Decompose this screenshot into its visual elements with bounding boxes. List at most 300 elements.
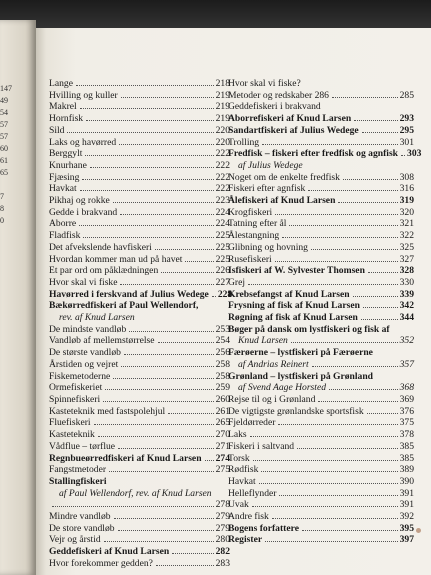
leader-dots	[259, 483, 398, 484]
leader-dots	[252, 506, 398, 507]
toc-entry-title: Fangstmetoder	[49, 464, 107, 476]
toc-entry: af Paul Wellendorf, rev. af Knud Larsen	[59, 487, 212, 499]
toc-entry-title: Færøerne – lystfiskeri på Færøerne	[228, 347, 373, 359]
toc-page-number: 226	[215, 265, 230, 277]
toc-entry	[228, 207, 414, 219]
toc-page-number: 357	[399, 358, 414, 370]
left-page-number-fragment: 8	[0, 204, 4, 213]
toc-entry-title: Røgning af fisk af Knud Larsen	[228, 312, 358, 324]
toc-entry	[228, 172, 414, 184]
toc-page-number: 316	[399, 183, 414, 195]
toc-entry-title: Rusefiskeri	[228, 253, 272, 265]
leader-dots	[155, 249, 214, 250]
toc-entry	[49, 476, 230, 488]
toc-entry-title: Et par ord om påklædningen	[49, 265, 159, 277]
toc-page-number: 375	[399, 417, 414, 429]
toc-entry	[228, 523, 414, 535]
toc-page-number: 260	[215, 393, 230, 405]
leader-dots	[161, 272, 213, 273]
leader-dots	[113, 378, 213, 379]
toc-entry	[49, 101, 230, 113]
toc-entry-title: Pikhaj og rokke	[49, 195, 110, 207]
toc-page-number: 219	[215, 89, 230, 101]
toc-page-number: 369	[399, 393, 414, 405]
toc-entry: rev. af Knud Larsen	[59, 312, 135, 324]
toc-entry	[49, 160, 230, 172]
toc-entry	[49, 254, 230, 266]
toc-entry-title: Bækørredfiskeri af Paul Wellendorf,	[49, 300, 199, 312]
leader-dots	[83, 237, 213, 238]
toc-page-number: 320	[399, 206, 414, 218]
toc-entry	[49, 359, 230, 371]
left-page-number-fragment: 7	[0, 192, 4, 201]
toc-entry-title: Grønland – lystfiskeri på Grønland	[228, 370, 373, 382]
toc-entry	[49, 534, 230, 546]
toc-page-number: 227	[215, 276, 230, 288]
toc-entry	[228, 394, 414, 406]
leader-dots	[401, 155, 405, 156]
toc-page-number: 224	[215, 218, 230, 230]
leader-dots	[361, 319, 398, 320]
toc-entry	[49, 371, 230, 383]
toc-left-column	[49, 78, 233, 570]
toc-entry-title: Regnbueørredfiskeri af Knud Larsen	[49, 452, 202, 464]
toc-page-number: 385	[399, 440, 414, 452]
toc-entry-title: Noget om de enkelte fredfisk	[228, 171, 340, 183]
toc-entry-title: Aborre	[49, 218, 77, 230]
toc-page-number: 261	[215, 405, 230, 417]
toc-entry	[49, 300, 230, 312]
toc-entry-title: Ormefiskeriet	[49, 382, 103, 394]
toc-entry-title: De mindste vandløb	[49, 323, 127, 335]
toc-entry-title: Frysning af fisk af Knud Larsen	[228, 300, 360, 312]
leader-dots	[113, 202, 214, 203]
toc-entry-title: Fiskeri i saltvand	[228, 440, 295, 452]
toc-entry-title: Bogens forfattere	[228, 522, 299, 534]
toc-entry	[228, 312, 414, 324]
toc-entry	[228, 148, 422, 160]
toc-entry-title: Krogfiskeri	[228, 206, 273, 218]
toc-entry	[228, 371, 414, 383]
toc-entry	[228, 183, 414, 195]
toc-entry-title: Fiskeri efter agnfisk	[228, 183, 306, 195]
leader-dots	[354, 120, 397, 121]
toc-page-number: 280	[215, 534, 230, 546]
toc-entry	[228, 324, 414, 336]
toc-entry-title: Makrel	[49, 101, 77, 113]
toc-entry	[228, 511, 414, 523]
toc-entry-title: De vigtigste grønlandske sportsfisk	[228, 405, 364, 417]
toc-entry-title: Hvor forekommer gedden?	[49, 557, 153, 569]
leader-dots	[109, 471, 214, 472]
toc-page-number: 327	[399, 253, 414, 265]
toc-page-number: 270	[215, 429, 230, 441]
toc-entry-title: Det afvekslende havfiskeri	[49, 241, 152, 253]
leader-dots	[172, 553, 213, 554]
toc-entry	[228, 218, 414, 230]
leader-dots	[343, 179, 398, 180]
leader-dots	[272, 518, 398, 519]
leader-dots	[289, 225, 397, 226]
toc-entry-title: Årstiden og vejret	[49, 358, 119, 370]
toc-entry	[49, 558, 230, 570]
toc-entry-title: Bøger på dansk om lystfiskeri og fisk af	[228, 323, 390, 335]
toc-entry-title: af Andrias Reinert	[238, 358, 309, 370]
toc-entry	[228, 359, 414, 371]
toc-page-number: 220	[215, 136, 230, 148]
toc-page-number: 219	[215, 113, 230, 125]
toc-entry-title: Fjæsing	[49, 171, 80, 183]
toc-entry-title: Isfiskeri af W. Sylvester Thomsen	[228, 265, 365, 277]
leader-dots	[118, 448, 214, 449]
toc-entry-title: Rødfisk	[228, 464, 259, 476]
toc-entry	[228, 230, 414, 242]
toc-page-number: 218	[215, 78, 230, 89]
toc-entry-title: Knud Larsen	[238, 335, 288, 347]
leader-dots	[275, 214, 397, 215]
leader-dots	[261, 471, 397, 472]
toc-entry	[49, 394, 230, 406]
leader-dots	[278, 424, 397, 425]
leader-dots	[67, 132, 213, 133]
leader-dots	[90, 167, 214, 168]
toc-entry	[49, 78, 230, 90]
leader-dots	[353, 296, 398, 297]
toc-page-number: 308	[399, 171, 414, 183]
toc-page-number: 391	[399, 499, 414, 511]
toc-entry	[49, 347, 230, 359]
leader-dots	[282, 237, 397, 238]
leader-dots	[275, 261, 398, 262]
toc-entry	[49, 441, 230, 453]
toc-entry: af Julius Wedege	[238, 159, 303, 171]
toc-entry-title: Hvordan kommer man ud på havet	[49, 253, 183, 265]
book-page	[36, 28, 431, 575]
toc-entry	[49, 511, 230, 523]
toc-entry	[228, 335, 414, 347]
toc-page-number: 256	[215, 347, 230, 359]
toc-entry-title: Stallingfiskeri	[49, 475, 107, 487]
toc-page-number: 225	[215, 230, 230, 242]
toc-entry-title: Fjeldørreder	[228, 417, 276, 429]
toc-entry-title: Geddefiskeri i brakvand	[228, 101, 321, 113]
leader-dots	[121, 366, 213, 367]
toc-page-number: 223	[215, 195, 230, 207]
toc-page-number: 330	[399, 276, 414, 288]
leader-dots	[94, 424, 214, 425]
toc-entry-title: Hvor skal vi fiske?	[228, 78, 301, 89]
leader-dots	[79, 225, 213, 226]
leader-dots	[104, 541, 214, 542]
leader-dots	[85, 155, 213, 156]
toc-entry	[49, 288, 233, 301]
leader-dots	[121, 97, 214, 98]
leader-dots	[156, 565, 214, 566]
toc-entry	[228, 277, 414, 289]
toc-page-number: 303	[407, 148, 422, 160]
leader-dots	[86, 120, 214, 121]
leader-dots	[120, 214, 213, 215]
toc-entry-title: Berggylt	[49, 148, 83, 160]
toc-entry-title: Trolling	[228, 136, 260, 148]
leader-dots	[118, 530, 214, 531]
toc-entry	[49, 207, 230, 219]
leader-dots	[329, 389, 398, 390]
toc-entry	[49, 90, 230, 102]
toc-entry	[228, 476, 414, 488]
left-page-number-fragment: 49	[0, 96, 8, 105]
toc-entry-title: Krebsefangst af Knud Larsen	[228, 288, 350, 300]
toc-entry-title: Gedde i brakvand	[49, 206, 118, 218]
toc-entry	[228, 347, 414, 359]
left-page-number-fragment: 61	[0, 156, 8, 165]
toc-entry	[228, 254, 414, 266]
toc-entry	[228, 417, 414, 429]
toc-entry-title: Kasteteknik	[49, 429, 95, 441]
toc-entry-title: Spinnefiskeri	[49, 393, 101, 405]
leader-dots	[250, 436, 398, 437]
toc-page-number: 344	[399, 312, 414, 324]
toc-page-number: 222	[215, 148, 230, 160]
leader-dots	[82, 179, 213, 180]
toc-entry	[49, 429, 230, 441]
toc-entry	[49, 230, 230, 242]
toc-entry	[228, 453, 414, 465]
toc-entry-title: af Svend Aage Horsted	[238, 382, 327, 394]
toc-entry-title: Metoder og redskaber 286	[228, 89, 329, 101]
toc-entry	[228, 101, 414, 113]
leader-dots	[308, 190, 397, 191]
toc-entry-title: Geddefiskeri af Knud Larsen	[49, 546, 170, 558]
toc-entry-title: Helleflynder	[228, 487, 277, 499]
toc-page-number: 325	[399, 241, 414, 253]
toc-entry	[228, 464, 414, 476]
toc-page-number: 389	[399, 464, 414, 476]
leader-dots	[311, 249, 398, 250]
toc-entry	[228, 488, 414, 500]
toc-page-number: 282	[215, 546, 230, 558]
leader-dots	[158, 342, 214, 343]
toc-entry-title: Ålestangning	[228, 230, 280, 242]
toc-page-number: 322	[399, 230, 414, 242]
toc-page-number: 385	[399, 452, 414, 464]
toc-page-number: 265	[215, 417, 230, 429]
toc-page-number: 274	[215, 452, 230, 464]
toc-entry	[49, 453, 230, 465]
toc-page-number: 339	[399, 288, 414, 300]
toc-entry	[49, 125, 230, 137]
leader-dots	[312, 366, 398, 367]
toc-page-number: 342	[399, 300, 414, 312]
toc-entry	[49, 113, 230, 125]
leader-dots	[185, 261, 213, 262]
toc-entry	[49, 382, 230, 394]
toc-page-number: 293	[399, 113, 414, 125]
toc-entry-title: Rejse til og i Grønland	[228, 393, 316, 405]
leader-dots	[52, 506, 214, 507]
toc-page-number: 390	[399, 475, 414, 487]
toc-entry-title: Laks	[228, 429, 247, 441]
toc-entry-title: Lange	[49, 78, 73, 89]
leader-dots	[279, 495, 397, 496]
leader-dots	[120, 284, 213, 285]
toc-page-number: 392	[399, 511, 414, 523]
toc-entry	[49, 172, 230, 184]
leader-dots	[119, 144, 213, 145]
toc-entry-title: Knurhane	[49, 159, 87, 171]
toc-entry-title: Kasteteknik med fastspolehjul	[49, 405, 166, 417]
toc-page-number: 254	[215, 335, 230, 347]
toc-entry	[49, 335, 230, 347]
leader-dots	[80, 190, 214, 191]
toc-entry	[49, 406, 230, 418]
toc-page-number: 222	[215, 159, 230, 171]
toc-entry-title: Glibning og hovning	[228, 241, 308, 253]
toc-entry-title: Grej	[228, 276, 246, 288]
toc-page-number: 395	[399, 522, 414, 534]
toc-entry	[228, 195, 414, 207]
toc-entry	[49, 464, 230, 476]
leader-dots	[248, 284, 398, 285]
toc-entry	[49, 148, 230, 160]
toc-page-number: 352	[399, 335, 414, 347]
toc-entry-title: Aborrefiskeri af Knud Larsen	[228, 113, 352, 125]
toc-entry-title: Fluefiskeri	[49, 417, 91, 429]
toc-entry	[49, 195, 230, 207]
toc-entry	[228, 265, 414, 277]
leader-dots	[362, 132, 398, 133]
toc-entry	[228, 137, 414, 149]
toc-entry	[49, 523, 230, 535]
toc-page-number: 319	[399, 195, 414, 207]
leader-dots	[291, 342, 398, 343]
leader-dots	[332, 97, 398, 98]
leader-dots	[297, 448, 398, 449]
toc-page-number: 397	[399, 534, 414, 546]
toc-page-number: 278	[215, 499, 230, 511]
toc-entry-title: Sild	[49, 124, 65, 136]
leader-dots	[124, 354, 214, 355]
toc-entry	[49, 546, 230, 558]
toc-page-number: 219	[215, 101, 230, 113]
toc-entry-title: Hornfisk	[49, 113, 84, 125]
toc-page-number: 368	[399, 382, 414, 394]
toc-entry	[228, 125, 414, 137]
toc-entry-title: Tatning efter ål	[228, 218, 287, 230]
toc-entry-title: Vandløb af mellemstørrelse	[49, 335, 155, 347]
toc-entry-title: Havkat	[228, 475, 256, 487]
left-page-number-fragment: 54	[0, 108, 8, 117]
toc-page-number: 295	[399, 124, 414, 136]
toc-page-number: 225	[215, 241, 230, 253]
toc-entry	[228, 113, 414, 125]
toc-entry	[49, 417, 230, 429]
left-page-number-fragment: 65	[0, 168, 8, 177]
leader-dots	[262, 144, 398, 145]
toc-page-number: 279	[215, 511, 230, 523]
toc-entry	[228, 289, 414, 301]
toc-entry	[228, 300, 414, 312]
toc-page-number: 321	[399, 218, 414, 230]
toc-page-number: 301	[399, 136, 414, 148]
toc-entry	[49, 137, 230, 149]
toc-page-number: 259	[215, 382, 230, 394]
toc-entry	[49, 265, 230, 277]
toc-page-number: 376	[399, 405, 414, 417]
toc-entry-title: Mindre vandløb	[49, 511, 111, 523]
toc-page-number: 258	[215, 358, 230, 370]
toc-page-number: 258	[215, 370, 230, 382]
toc-entry-title: Havkat	[49, 183, 77, 195]
toc-entry	[49, 183, 230, 195]
toc-right-column	[228, 78, 422, 546]
leader-dots	[338, 202, 397, 203]
leader-dots	[76, 85, 214, 86]
toc-entry-title: Andre fisk	[228, 511, 269, 523]
toc-entry-title: Laks og havørred	[49, 136, 117, 148]
toc-entry-title: Hvilling og kuller	[49, 89, 118, 101]
toc-page-number: 220	[215, 124, 230, 136]
toc-entry-title: Register	[228, 534, 263, 546]
toc-entry-title: Uvak	[228, 499, 249, 511]
toc-page-number: 224	[215, 206, 230, 218]
toc-page-number: 328	[399, 265, 414, 277]
leader-dots	[363, 307, 398, 308]
leader-dots	[103, 401, 213, 402]
toc-page-number: 225	[215, 253, 230, 265]
leader-dots	[265, 541, 398, 542]
left-page-number-fragment: 57	[0, 132, 8, 141]
toc-entry-title: Vådflue – tørflue	[49, 440, 116, 452]
toc-entry-title: De største vandløb	[49, 347, 121, 359]
toc-page-number: 253	[215, 323, 230, 335]
toc-entry-title: Ålefiskeri af Knud Larsen	[228, 195, 336, 207]
toc-entry	[228, 382, 414, 394]
toc-entry-title: Vejr og årstid	[49, 534, 101, 546]
left-page-number-fragment: 0	[0, 216, 4, 225]
toc-page-number: 283	[215, 557, 230, 569]
left-page-number-fragment: 57	[0, 120, 8, 129]
toc-entry	[49, 277, 230, 289]
toc-page-number: 222	[215, 183, 230, 195]
leader-dots	[168, 413, 213, 414]
toc-entry	[228, 90, 414, 102]
toc-page-number: 271	[215, 440, 230, 452]
leader-dots	[105, 389, 213, 390]
toc-entry-title: Torsk	[228, 452, 250, 464]
toc-entry-title: Fladfisk	[49, 230, 81, 242]
toc-page-number: 391	[399, 487, 414, 499]
left-page-edge	[0, 20, 36, 575]
leader-dots	[212, 296, 216, 297]
toc-page-number: 285	[399, 89, 414, 101]
toc-page-number: 228	[217, 288, 233, 300]
toc-entry	[228, 242, 414, 254]
left-page-number-fragment: 147	[0, 84, 12, 93]
leader-dots	[205, 460, 214, 461]
leader-dots	[318, 401, 397, 402]
toc-entry	[228, 429, 414, 441]
toc-entry-title: Hvor skal vi fiske	[49, 276, 118, 288]
leader-dots	[98, 436, 214, 437]
toc-entry	[49, 242, 230, 254]
leader-dots	[129, 331, 213, 332]
toc-entry	[49, 324, 230, 336]
toc-entry-title: Havørred i ferskvand af Julius Wedege	[49, 288, 209, 300]
toc-page-number: 279	[215, 522, 230, 534]
toc-entry-title: Fredfisk – fiskeri efter fredfisk og agnfisk	[228, 148, 399, 160]
toc-page-number: 378	[399, 429, 414, 441]
